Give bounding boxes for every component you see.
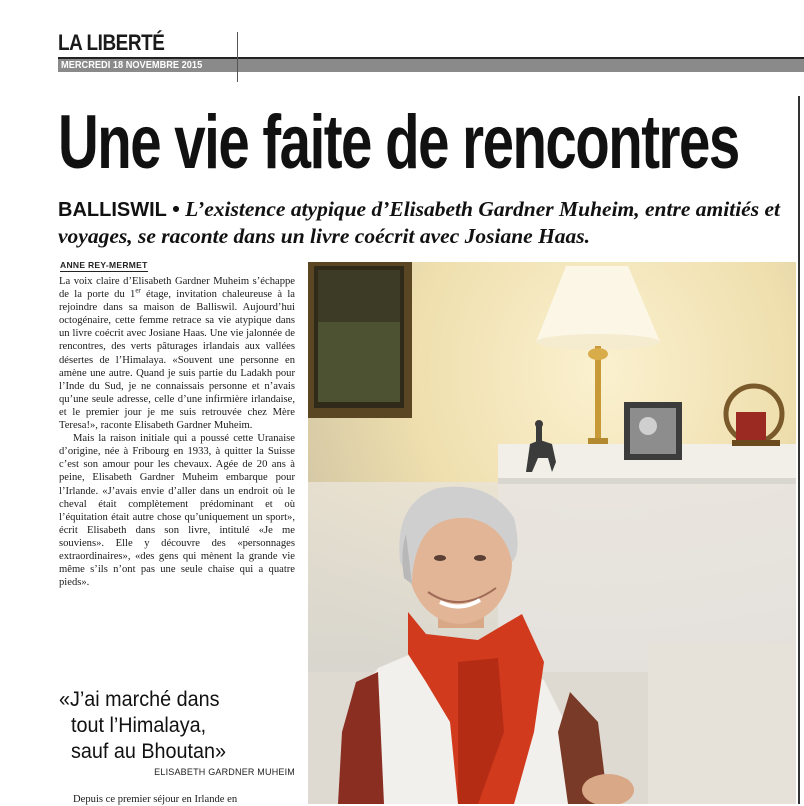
paragraph-3: Depuis ce premier séjour en Irlande en (73, 794, 238, 805)
masthead-divider (237, 32, 238, 82)
column-edge-rule (798, 96, 800, 804)
article-body (59, 275, 295, 589)
paragraph-1: La voix claire d’Elisabeth Gardner Muheim s’échappe de la porte du 1er étage, invitation chaleureuse à la rejoindre dans sa maison de Balliswil. Aujourd’hui octogénaire, cette femme retrace sa vie atypique dans un livre coécrit avec Josiane Haas. Une vie jalonnée de rencontres, des verts pâturages irlandais aux vallées désertes de l’Himalaya. «Souvent une personne en amène une autre. Quand je suis partie du Ladakh pour l’Inde du Sud, je ne connaissais personne et n’avais qu’une seule adresse, celle d’une infirmière irlandaise, et le premier jour je me suis retrouvée chez Mère Teresa!», raconte Elisabeth Gardner Muheim. (59, 276, 295, 432)
issue-date: MERCREDI 18 NOVEMBRE 2015 (61, 59, 203, 71)
dek-bullet: • (172, 197, 180, 221)
pull-quote-line: tout l’Himalaya, (70, 713, 207, 737)
pull-quote (59, 686, 276, 764)
article-headline: Une vie faite de rencontres (58, 100, 739, 185)
article-photo (308, 262, 796, 804)
pull-quote-line: «J’ai marché dans (59, 687, 220, 711)
byline: ANNE REY-MERMET (60, 260, 148, 270)
dek-place: BALLISWIL (58, 199, 167, 221)
dek-text: L’existence atypique d’Elisabeth Gardner Muheim, entre amitiés et voyages, se raconte dans un livre coécrit avec Josiane Haas. (58, 197, 780, 248)
pull-quote-attribution: ELISABETH GARDNER MUHEIM (154, 767, 295, 777)
newspaper-name: LA LIBERTÉ (58, 30, 165, 55)
pull-quote-line: sauf au Bhoutan» (70, 739, 227, 763)
paragraph-2: Mais la raison initiale qui a poussé cette Uranaise d’origine, née à Fribourg en 1933, à quitter la Suisse c’est son amour pour les chevaux. Agée de 20 ans à peine, Elisabeth Gardner Muheim embarque pour l’Irlande. «J’avais envie d’aller dans un endroit où le cheval était complètement prédominant et où l’équitation était autre chose qu’uniquement un sport», écrit Elisabeth dans son livre, intitulé «Je me souviens». Elle y découvre des «personnages extraordinaires», «des gens qui mènent la grande vie même s’ils n’ont pas une seule chaise qui a quatre pieds». (59, 433, 295, 589)
article-dek (58, 196, 796, 249)
framed-painting (308, 262, 412, 418)
framed-photo (624, 402, 682, 460)
